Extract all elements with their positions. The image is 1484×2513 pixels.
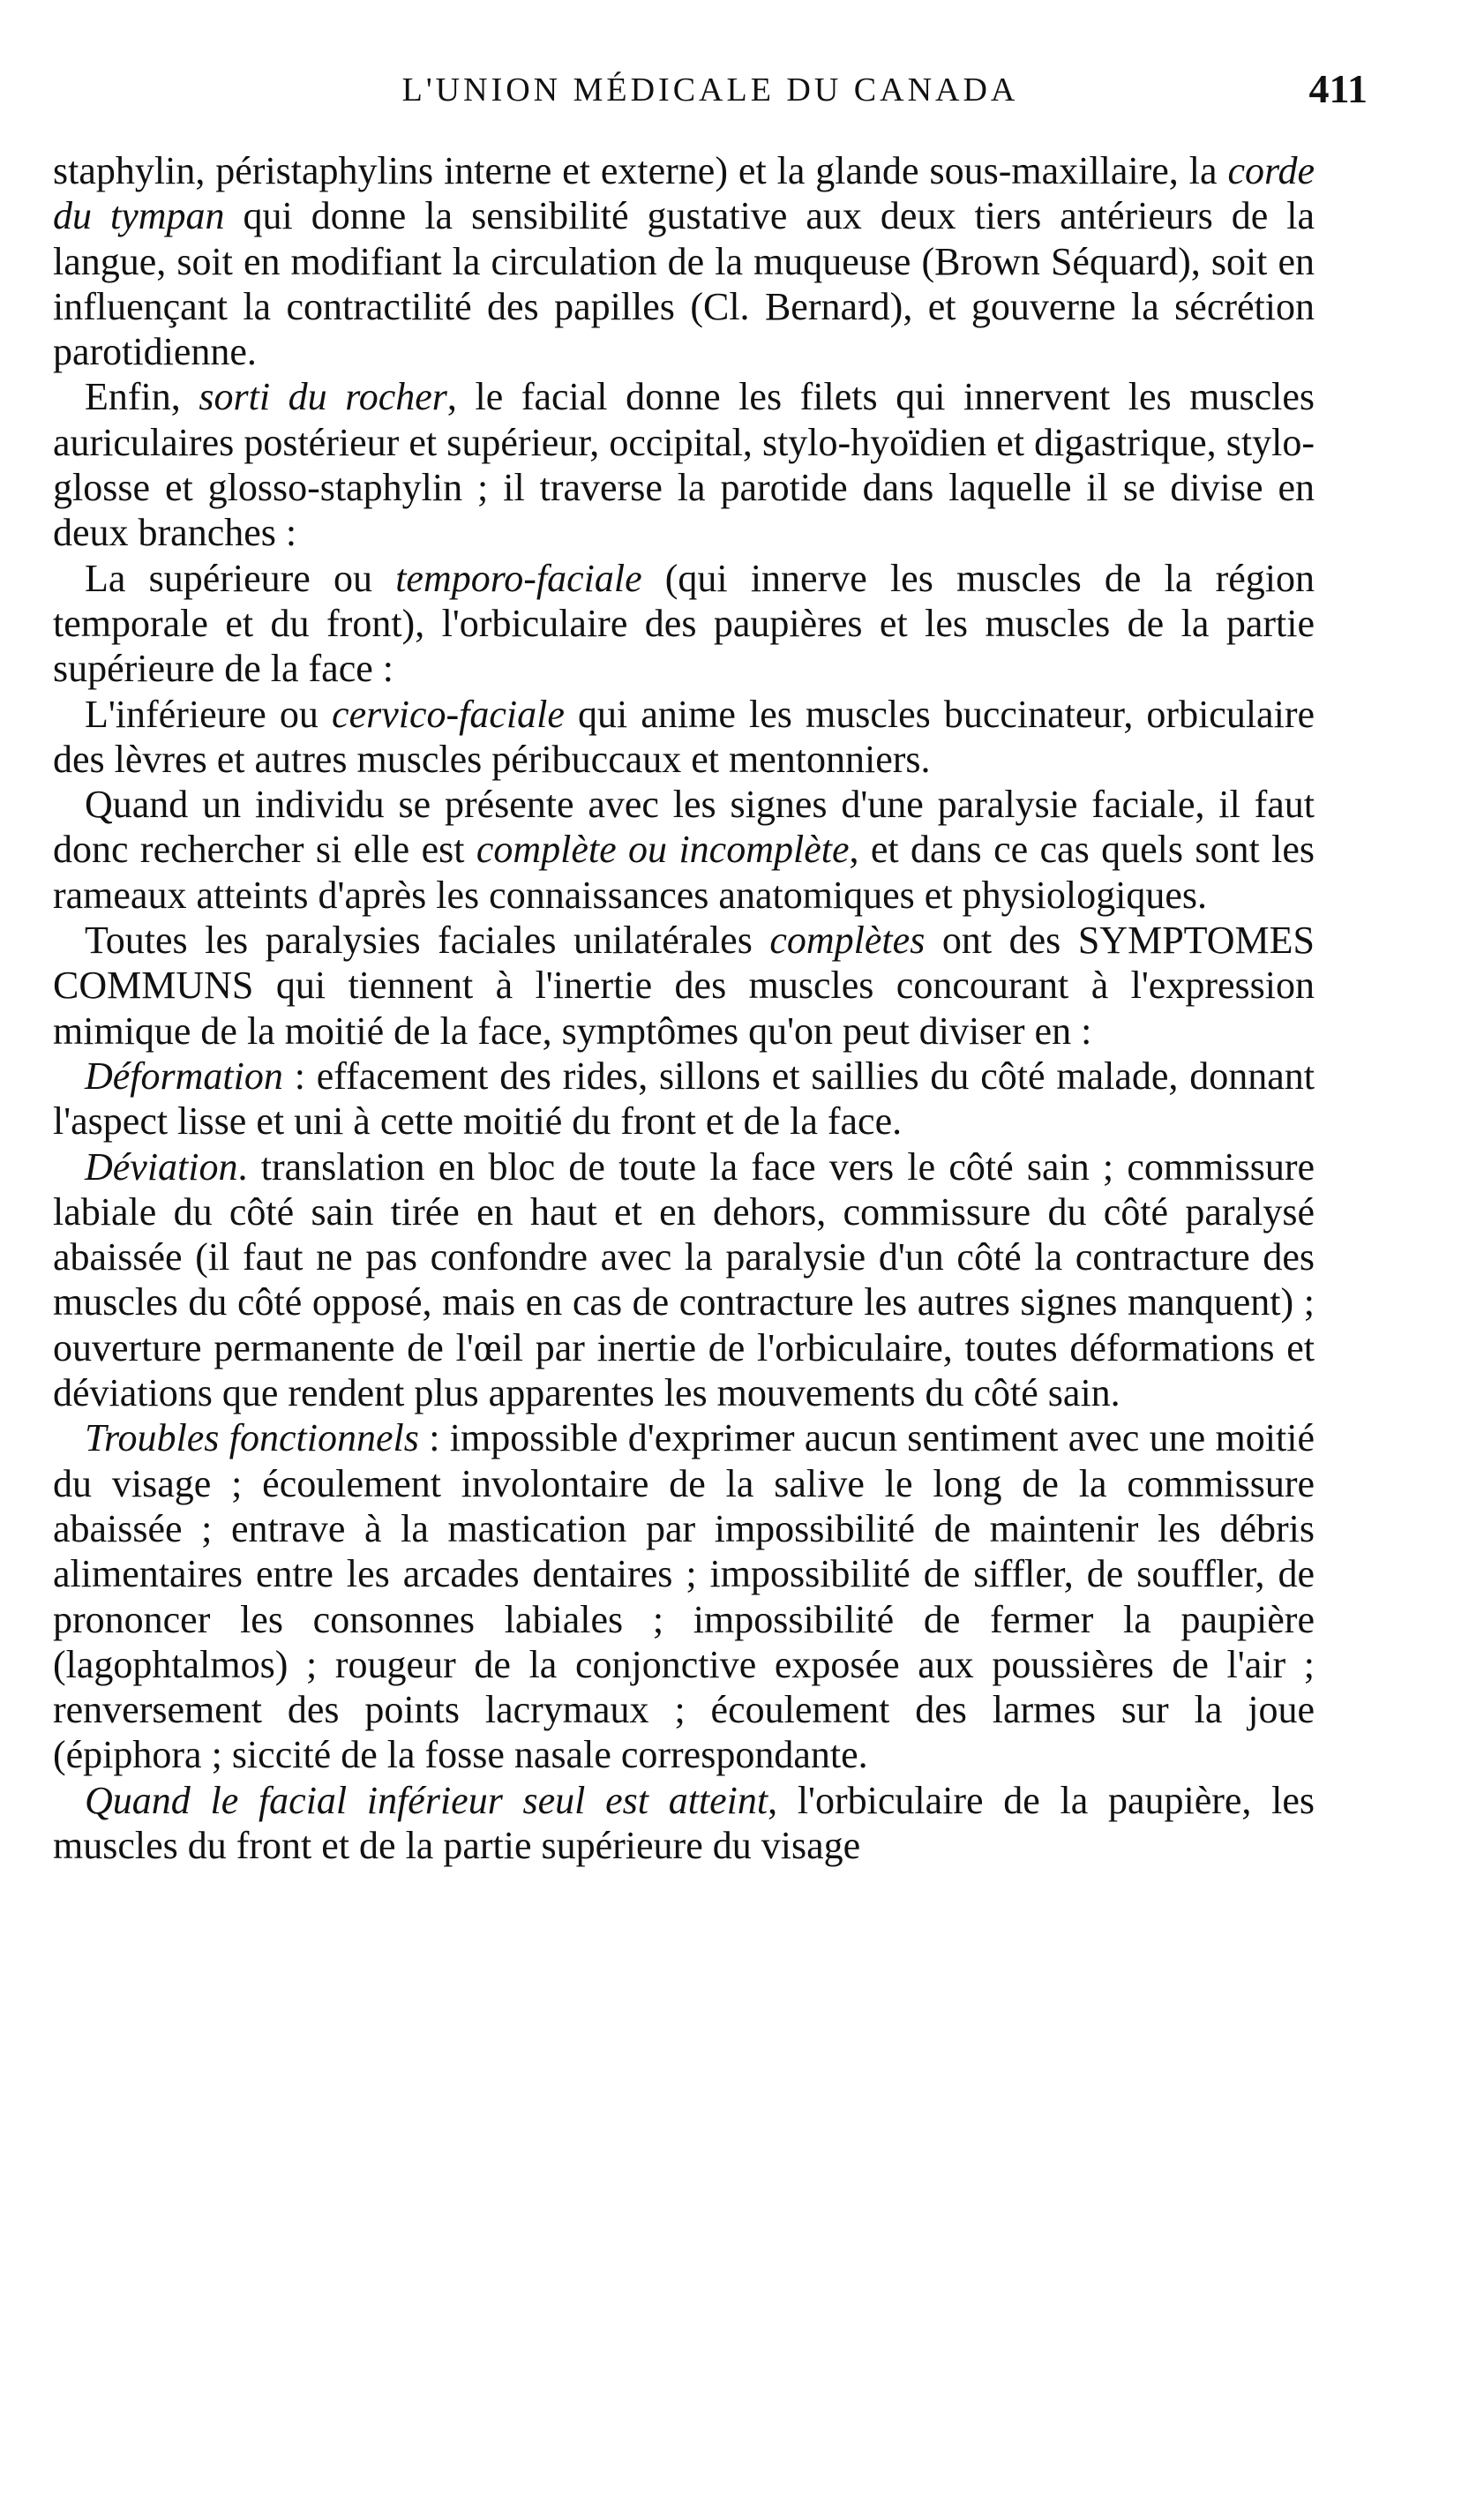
running-title: L'UNION MÉDICALE DU CANADA (401, 71, 1019, 109)
paragraph-2: Enfin, sorti du rocher, le facial donne les filets qui innervent les muscles auriculaires postérieur et supérieur, occipital, stylo-hyoïdien et digastrique, stylo-glosse et glosso-staphylin ; il traverse la parotide dans laquelle il se divise en deux branches : (53, 375, 1315, 555)
paragraph-4: L'inférieure ou cervico-faciale qui anime les muscles buccinateur, orbiculaire des lèvres et autres muscles péribuccaux et mentonniers. (53, 692, 1315, 781)
paragraph-7: Déformation : effacement des rides, sillons et saillies du côté malade, donnant l'aspect lisse et uni à cette moitié du front et de la face. (53, 1054, 1315, 1144)
paragraph-9: Troubles fonctionnels : impossible d'exprimer aucun sentiment avec une moitié du visage ; écoulement involontaire de la salive le long de la commissure abaissée ; entrave à la mastication par impossibilité de maintenir les débris alimentaires entre les arcades dentaires ; impossibilité de siffler, de souffler, de prononcer les consonnes labiales ; impossibilité de fermer la paupière (lagophtalmos) ; rougeur de la conjonctive exposée aux poussières de l'air ; renversement des points lacrymaux ; écoulement des larmes sur la joue (épiphora ; siccité de la fosse nasale correspondante. (53, 1416, 1315, 1777)
running-head (53, 65, 1368, 118)
page-number: 411 (1308, 66, 1368, 111)
paragraph-1: staphylin, péristaphylins interne et externe) et la glande sous-maxillaire, la corde du tympan qui donne la sensibilité gustative aux deux tiers antérieurs de la langue, soit en modifiant la circulation de la muqueuse (Brown Séquard), soit en influençant la contractilité des papilles (Cl. Bernard), et gouverne la sécrétion parotidienne. (53, 149, 1315, 374)
paragraph-3: La supérieure ou temporo-faciale (qui innerve les muscles de la région temporale et du front), l'orbiculaire des paupières et les muscles de la partie supérieure de la face : (53, 556, 1315, 691)
body-text (53, 148, 1315, 1868)
paragraph-6: Toutes les paralysies faciales unilatérales complètes ont des SYMPTOMES COMMUNS qui tiennent à l'inertie des muscles concourant à l'expression mimique de la moitié de la face, symptômes qu'on peut diviser en : (53, 919, 1315, 1053)
paragraph-8: Déviation. translation en bloc de toute la face vers le côté sain ; commissure labiale du côté sain tirée en haut et en dehors, commissure du côté paralysé abaissée (il faut ne pas confondre avec la paralysie d'un côté la contracture des muscles du côté opposé, mais en cas de contracture les autres signes manquent) ; ouverture permanente de l'œil par inertie de l'orbiculaire, toutes déformations et déviations que rendent plus apparentes les mouvements du côté sain. (53, 1144, 1315, 1415)
paragraph-5: Quand un individu se présente avec les signes d'une paralysie faciale, il faut donc rechercher si elle est complète ou incomplète, et dans ce cas quels sont les rameaux atteints d'après les connaissances anatomiques et physiologiques. (53, 783, 1315, 917)
paragraph-10: Quand le facial inférieur seul est atteint, l'orbiculaire de la paupière, les muscles du front et de la partie supérieure du visage (53, 1778, 1315, 1867)
